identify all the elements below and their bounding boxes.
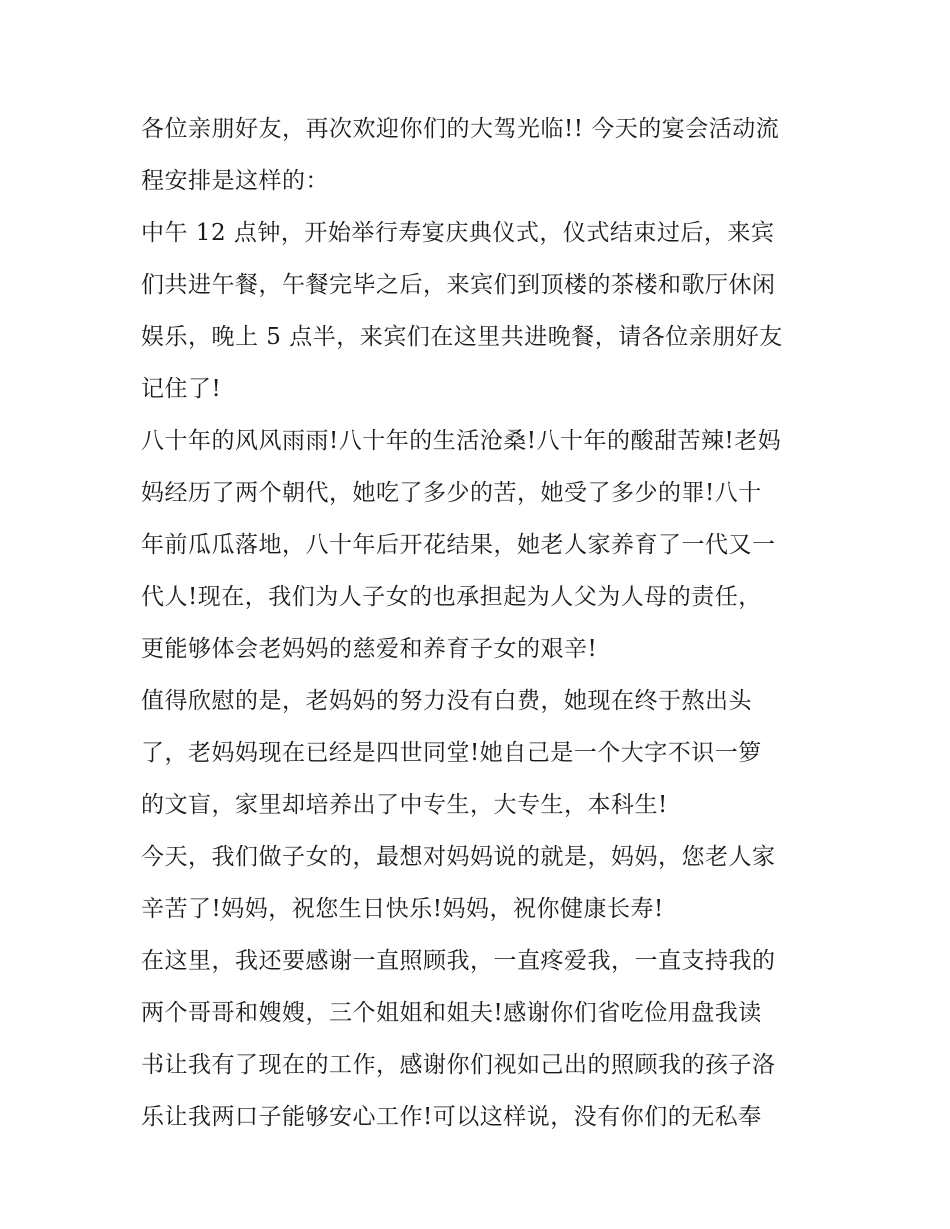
document-body — [141, 103, 813, 1143]
text-line: 辛苦了!妈妈，祝您生日快乐!妈妈，祝你健康长寿! — [141, 896, 664, 922]
text-line: 记住了! — [141, 376, 222, 402]
text-line: 中午 12 点钟，开始举行寿宴庆典仪式，仪式结束过后，来宾 — [141, 220, 775, 246]
text-line: 在这里，我还要感谢一直照顾我，一直疼爱我，一直支持我的 — [141, 948, 776, 974]
text-line: 各位亲朋好友，再次欢迎你们的大驾光临!! 今天的宴会活动流 — [141, 116, 780, 142]
text-line: 八十年的风风雨雨!八十年的生活沧桑!八十年的酸甜苦辣!老妈 — [141, 428, 782, 454]
text-line: 代人!现在，我们为人子女的也承担起为人父为人母的责任， — [141, 584, 762, 610]
text-line: 今天，我们做子女的，最想对妈妈说的就是，妈妈，您老人家 — [141, 844, 776, 870]
text-line: 书让我有了现在的工作，感谢你们视如己出的照顾我的孩子洛 — [141, 1052, 776, 1078]
text-line: 乐让我两口子能够安心工作!可以这样说，没有你们的无私奉 — [141, 1104, 762, 1130]
text-line: 程安排是这样的： — [141, 168, 329, 194]
text-line: 妈经历了两个朝代，她吃了多少的苦，她受了多少的罪!八十 — [141, 480, 762, 506]
text-line: 值得欣慰的是，老妈妈的努力没有白费，她现在终于熬出头 — [141, 688, 752, 714]
text-line: 们共进午餐，午餐完毕之后，来宾们到顶楼的茶楼和歌厅休闲 — [141, 272, 776, 298]
text-line: 更能够体会老妈妈的慈爱和养育子女的艰辛! — [141, 636, 598, 662]
text-line: 两个哥哥和嫂嫂，三个姐姐和姐夫!感谢你们省吃俭用盘我读 — [141, 1000, 762, 1026]
text-line: 年前瓜瓜落地，八十年后开花结果，她老人家养育了一代又一 — [141, 532, 776, 558]
text-line: 的文盲，家里却培养出了中专生，大专生，本科生! — [141, 792, 668, 818]
text-line: 娱乐，晚上 5 点半，来宾们在这里共进晚餐，请各位亲朋好友 — [141, 324, 783, 350]
text-line: 了，老妈妈现在已经是四世同堂!她自己是一个大字不识一箩 — [141, 740, 762, 766]
